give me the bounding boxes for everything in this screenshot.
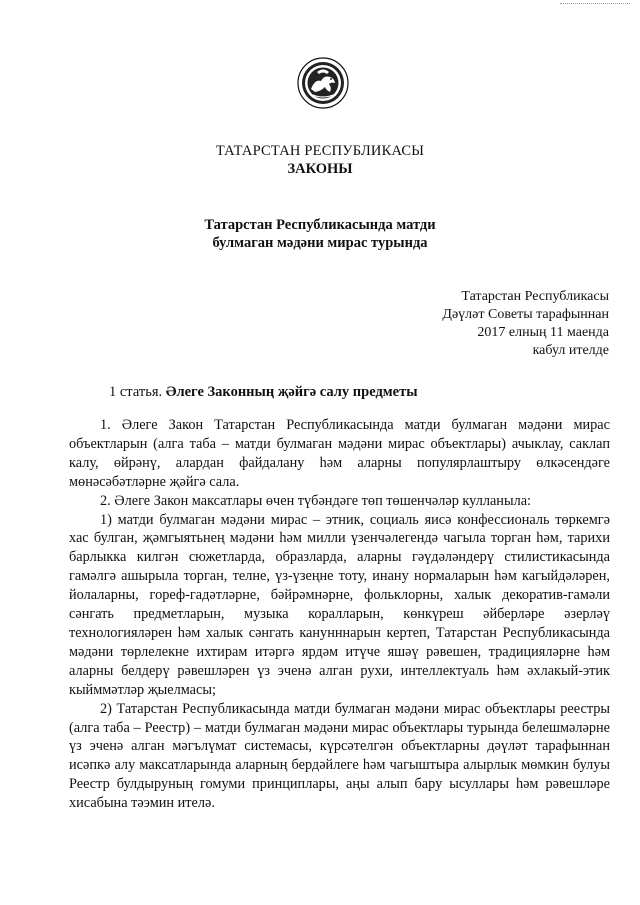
- law-heading: ЗАКОНЫ: [287, 161, 353, 177]
- republic-heading: ТАТАРСТАН РЕСПУБЛИКАСЫ: [215, 143, 425, 159]
- body-paragraph: 2) Татарстан Республикасында матди булмаган мәдәни мирас объектлары реестры (алга таба – Реестр) – матди булмаган мәдәни мирас объектлары турында белешмәләрне үз эченә алган мәгълүмат системасы, күрсәтелгән объектларны дәүләт тарафыннан исәпкә алу максатларында аларның бердәйлеге һәм чагыштыра алырлык мөмкин булуы Реестр булдыруның гомуми принциплары, аңы алып бару ысуллары һәм рәвешләре хисабына тәэмин ителә.: [69, 700, 610, 812]
- scan-edge-line: [560, 3, 630, 4]
- body-paragraph: 1. Әлеге Закон Татарстан Республикасында матди булмаган мәдәни мирас объектларын (алга таба – матди булмаган мәдәни мирас объектлары) ачыклау, саклап калу, өйрәнү, алардан файдалану һәм аларны популярлаштыру өлкәсендәге мөнәсәбәтләрне җәйгә сала.: [69, 417, 610, 490]
- article-title: Әлеге Законның җәйгә салу предметы: [165, 384, 418, 400]
- adoption-line: кабул ителде: [532, 343, 609, 358]
- article-body: [69, 416, 610, 813]
- adoption-line: Татарстан Республикасы: [461, 289, 609, 304]
- body-paragraph: 2. Әлеге Закон максатлары өчен түбәндәге төп төшенчәләр кулланыла:: [100, 492, 532, 509]
- tatarstan-coat-of-arms-icon: [297, 57, 349, 109]
- law-title-line-1: Татарстан Республикасында матди: [204, 217, 436, 233]
- adoption-block: [442, 288, 609, 360]
- adoption-line: Дәүләт Советы тарафыннан: [442, 307, 609, 322]
- adoption-line: 2017 елның 11 маенда: [477, 325, 609, 340]
- body-paragraph: 1) матди булмаган мәдәни мирас – этник, социаль яисә конфессиональ төркемгә хас булган, җәмгыятьнең мәдәни һәм милли үзенчәлегендә чагыла торган һәм, тарихи барлыкка килгән сюжетларда, образларда, аларны гәүдәләндерү стилистикасында гамәлгә ашырыла торган, телне, үз-үзеңне тоту, инану нормаларын һәм кагыйдәләрен, йолаларны, гореф-гадәтләрне, бәйрәмнәрне, фольклорны, халык декоратив-гамәли сәнгать предметларын, музыка коралларын, көнкүреш әйберләре әзерләү технологияләрен һәм халык сәнгать канунннарын кертеп, Татарстан Республикасында мәдәни төрлелекне ихтирам итәргә ярдәм итүче яшәү рәвешен, традицияләрне һәм аларны белдерү рәвешләрен үз эченә алган рухи, интеллектуаль һәм әхлакый-этик кыйммәтләр җыелмасы;: [69, 511, 610, 698]
- article-number: 1 статья.: [109, 384, 163, 400]
- law-title-line-2: булмаган мәдәни мирас турында: [212, 235, 428, 251]
- article-heading: [109, 384, 418, 401]
